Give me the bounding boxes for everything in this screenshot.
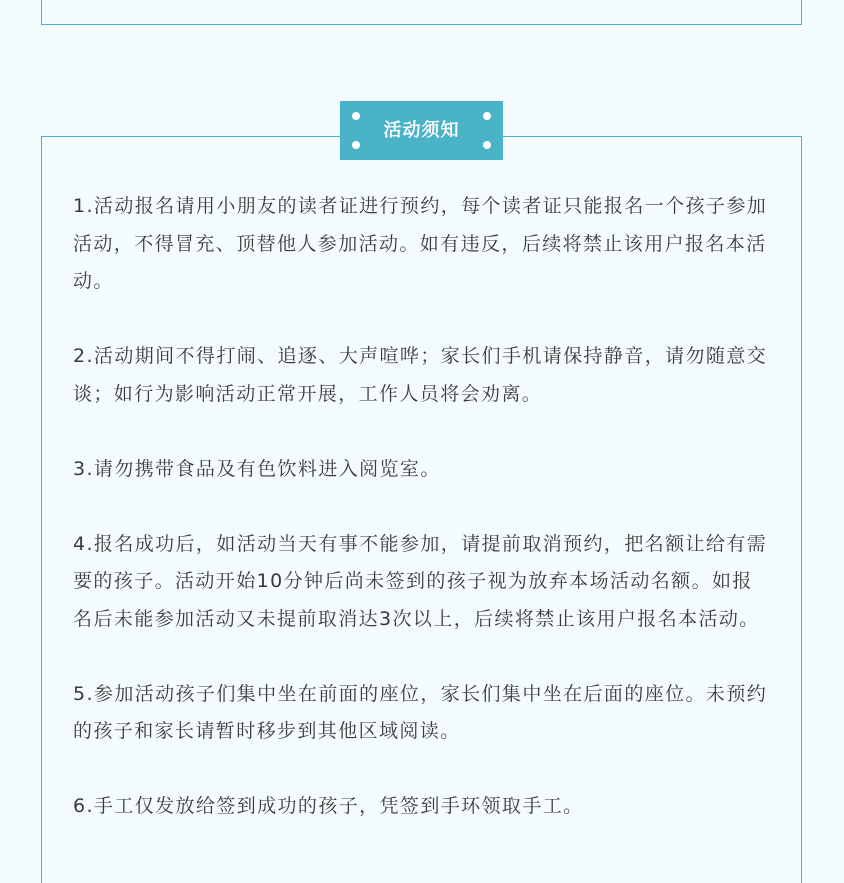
notice-item-1: 1.活动报名请用小朋友的读者证进行预约，每个读者证只能报名一个孩子参加活动，不得冒充、顶替他人参加活动。如有违反，后续将禁止该用户报名本活动。 — [73, 195, 768, 292]
previous-section-box — [41, 0, 802, 25]
notice-item-4: 4.报名成功后，如活动当天有事不能参加，请提前取消预约，把名额让给有需要的孩子。活动开始10分钟后尚未签到的孩子视为放弃本场活动名额。如报名后未能参加活动又未提前取消达3次以上，后续将禁止该用户报名本活动。 — [73, 532, 768, 630]
notice-item-6: 6.手工仅发放给签到成功的孩子，凭签到手环领取手工。 — [73, 795, 584, 817]
notice-list — [73, 188, 773, 863]
notice-title: 活动须知 — [383, 120, 460, 141]
notice-item-3: 3.请勿携带食品及有色饮料进入阅览室。 — [73, 457, 441, 480]
notice-title-badge — [340, 101, 503, 160]
notice-item-2: 2.活动期间不得打闹、追逐、大声喧哗；家长们手机请保持静音，请勿随意交谈；如行为影响活动正常开展，工作人员将会劝离。 — [73, 345, 768, 405]
notice-item-5: 5.参加活动孩子们集中坐在前面的座位，家长们集中坐在后面的座位。未预约的孩子和家长请暂时移步到其他区域阅读。 — [73, 682, 768, 742]
